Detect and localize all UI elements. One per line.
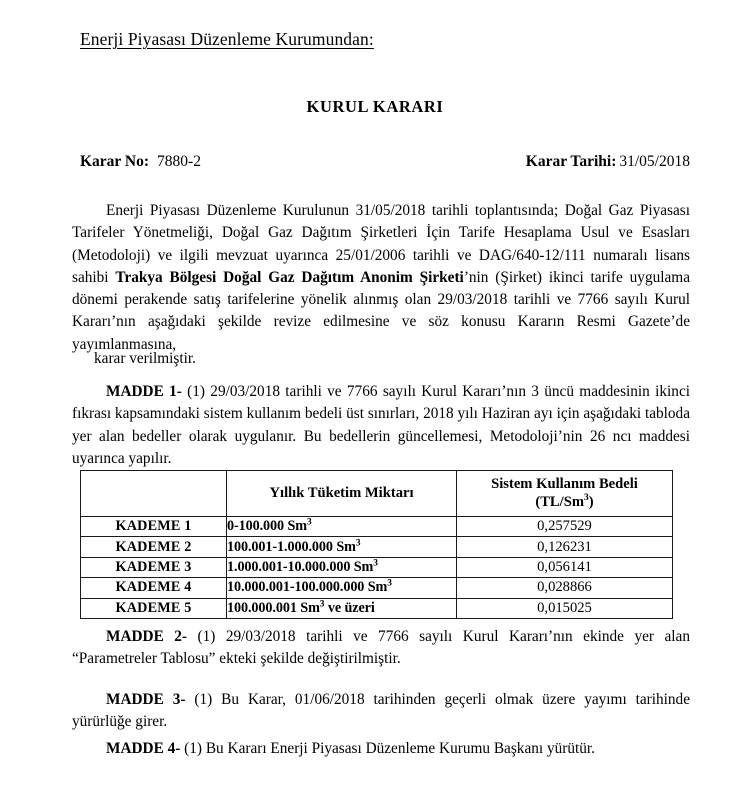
- tariff-table-head: [81, 471, 673, 517]
- row-tier-label: KADEME 3: [81, 557, 227, 577]
- row-consumption-range: [227, 578, 457, 598]
- document-title: KURUL KARARI: [306, 97, 444, 116]
- range-superscript: 3: [355, 537, 361, 548]
- table-header-row: [81, 471, 673, 517]
- row-consumption-range: [227, 517, 457, 537]
- tariff-table-body: [81, 517, 673, 619]
- table-row: [81, 557, 673, 577]
- header-price-unit-superscript: 3: [583, 491, 589, 503]
- range-superscript: 3: [387, 578, 392, 589]
- table-row: [81, 517, 673, 537]
- header-price-unit-suffix: ): [588, 493, 594, 510]
- intro-text-part2: ’nin (Şirket) ikinci tarife uygulama dönemi perakende satış tarifelerine yönelik alınmış olan 29/03/2018 tarihli ve 7766 sayılı Kurul Kararı’nın aşağıdaki şekilde revize edilmesine ve söz konusu Kararın Resmi Gazete’de yayımlanmasına,: [72, 268, 690, 353]
- row-price-value: 0,257529: [457, 517, 673, 537]
- row-tier-label: KADEME 5: [81, 598, 227, 618]
- article-1-label: MADDE 1-: [106, 383, 182, 400]
- article-1-paragraph: [72, 381, 690, 470]
- row-consumption-range: [227, 537, 457, 557]
- range-text: 0-100.000 Sm: [227, 518, 307, 535]
- decision-date: [526, 153, 690, 171]
- decision-date-value: 31/05/2018: [619, 153, 690, 170]
- article-3-block: [72, 689, 690, 734]
- range-superscript: 3: [373, 558, 378, 569]
- range-superscript: 3: [319, 599, 325, 610]
- article-2-block: [72, 626, 690, 671]
- decision-number-value: 7880-2: [157, 153, 201, 170]
- decision-meta-line: [80, 153, 690, 171]
- row-price-value: 0,015025: [457, 598, 673, 618]
- table-row: [81, 598, 673, 618]
- article-4-paragraph: [72, 738, 690, 760]
- licensee-company-name: Trakya Bölgesi Doğal Gaz Dağıtım Anonim Şirketi: [115, 268, 464, 286]
- article-4-label: MADDE 4-: [106, 740, 181, 757]
- header-cell-price: [457, 471, 673, 517]
- row-consumption-range: [227, 598, 457, 618]
- header-cell-blank: [81, 471, 227, 517]
- article-4-text: (1) Bu Kararı Enerji Piyasası Düzenleme Kurumu Başkanı yürütür.: [180, 740, 595, 757]
- range-text: 1.000.001-10.000.000 Sm: [227, 558, 374, 575]
- header-price-line1: Sistem Kullanım Bedeli: [491, 475, 638, 492]
- table-row: [81, 537, 673, 557]
- intro-paragraph-block: [72, 200, 690, 356]
- article-1-text: (1) 29/03/2018 tarihli ve 7766 sayılı Kurul Kararı’nın 3 üncü maddesinin ikinci fıkrası kapsamındaki sistem kullanım bedeli üst sınırları, 2018 yılı Haziran ayı için aşağıdaki tabloda yer alan bedeller olarak uygulanır. Bu bedellerin güncellemesi, Metodoloji’nin 26 ncı maddesi uyarınca yapılır.: [72, 383, 690, 467]
- range-text: 100.000.001 Sm: [227, 599, 320, 616]
- tariff-table-wrapper: [80, 470, 672, 619]
- decision-date-label: Karar Tarihi:: [525, 153, 617, 170]
- article-3-paragraph: [72, 689, 690, 734]
- decision-number-label: Karar No:: [80, 153, 150, 170]
- row-price-value: 0,126231: [457, 537, 673, 557]
- range-text: 100.001-1.000.000 Sm: [227, 538, 356, 555]
- article-4-block: [72, 738, 690, 760]
- intro-paragraph: [72, 200, 690, 356]
- header-cell-quantity: Yıllık Tüketim Miktarı: [227, 471, 457, 517]
- header-price-unit-prefix: (TL/Sm: [535, 493, 584, 510]
- row-tier-label: KADEME 2: [81, 537, 227, 557]
- row-price-value: 0,028866: [457, 578, 673, 598]
- decision-number: [80, 153, 201, 171]
- table-row: [81, 578, 673, 598]
- row-consumption-range: [227, 557, 457, 577]
- tariff-table: [80, 470, 673, 619]
- range-superscript: 3: [306, 517, 312, 528]
- decision-statement-block: [72, 348, 690, 370]
- article-2-label: MADDE 2-: [106, 628, 188, 645]
- intro-text-part1: Enerji Piyasası Düzenleme Kurulunun 31/05/2018 tarihli toplantısında; Doğal Gaz Piyasası Tarifeler Yönetmeliği, Doğal Gaz Dağıtım Şirketleri İçin Tarife Hesaplama Usul ve Esasları (Metodoloji) ve ilgili mevzuat uyarınca 25/01/2006 tarihli ve DAG/640-12/111 numaralı lisans sahibi: [72, 202, 690, 286]
- range-text: 10.000.001-100.000.000 Sm: [227, 579, 388, 596]
- range-suffix: ve üzeri: [324, 599, 375, 616]
- row-tier-label: KADEME 1: [81, 517, 227, 537]
- article-3-text: (1) Bu Karar, 01/06/2018 tarihinden geçerli olmak üzere yayımı tarihinde yürürlüğe girer.: [72, 691, 690, 731]
- row-price-value: 0,056141: [457, 557, 673, 577]
- issuer-heading-wrap: [80, 29, 374, 50]
- row-tier-label: KADEME 4: [81, 578, 227, 598]
- issuer-heading: Enerji Piyasası Düzenleme Kurumundan:: [80, 29, 374, 49]
- article-1-block: [72, 381, 690, 470]
- article-2-text: (1) 29/03/2018 tarihli ve 7766 sayılı Kurul Kararı’nın ekinde yer alan “Parametreler Tablosu” ekteki şekilde değiştirilmiştir.: [72, 628, 690, 668]
- article-2-paragraph: [72, 626, 690, 671]
- article-3-label: MADDE 3-: [106, 691, 186, 708]
- decision-statement: karar verilmiştir.: [94, 350, 196, 367]
